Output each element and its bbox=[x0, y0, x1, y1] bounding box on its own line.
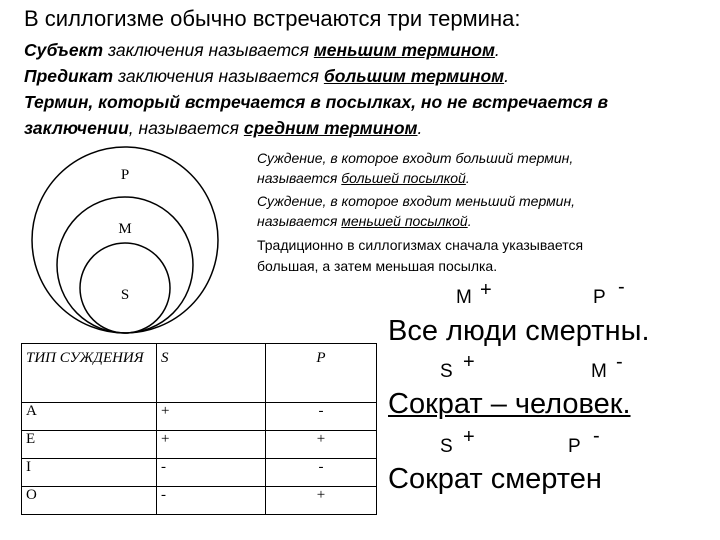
table-cell: E bbox=[22, 431, 157, 459]
table-row bbox=[22, 431, 377, 459]
definition-subject bbox=[24, 40, 500, 61]
term-subject: Субъект bbox=[24, 40, 104, 60]
term-major: большим термином bbox=[323, 66, 505, 86]
premise-text-line3: Суждение, в которое входит меньший термин, bbox=[257, 193, 576, 209]
table-cell: + bbox=[266, 487, 377, 515]
statement-major-premise: Все люди смертны. bbox=[388, 315, 650, 347]
conclusion-sign-s: + bbox=[463, 426, 475, 448]
definition-end: . bbox=[494, 40, 500, 60]
premise-text-line2 bbox=[257, 170, 470, 186]
euler-circles-diagram bbox=[30, 145, 220, 335]
conclusion-term-p: P bbox=[568, 436, 581, 457]
definition-middle-line1 bbox=[24, 92, 608, 113]
premise-text: называется bbox=[257, 213, 342, 229]
conclusion-sign-p: - bbox=[593, 425, 600, 447]
table-cell: + bbox=[266, 431, 377, 459]
term-middle: средним термином bbox=[243, 118, 418, 138]
premise1-sign-p: - bbox=[618, 276, 625, 298]
premise2-term-m: M bbox=[591, 361, 607, 382]
circle-label-m: M bbox=[118, 221, 132, 237]
conclusion-term-s: S bbox=[440, 436, 453, 457]
table-cell: + bbox=[157, 431, 266, 459]
order-note-line2: большая, а затем меньшая посылка. bbox=[257, 258, 498, 274]
term-minor-premise: меньшей посылкой bbox=[341, 213, 468, 229]
table-cell: - bbox=[157, 459, 266, 487]
premise-end: . bbox=[467, 213, 472, 229]
page-title: В силлогизме обычно встречаются три термина: bbox=[24, 6, 521, 31]
premise1-term-m: M bbox=[456, 287, 472, 308]
premise2-sign-m: - bbox=[616, 351, 623, 373]
order-note-line1: Традиционно в силлогизмах сначала указывается bbox=[257, 237, 584, 253]
circle-label-s: S bbox=[120, 287, 130, 303]
table-cell: - bbox=[157, 487, 266, 515]
circle-m bbox=[57, 197, 193, 333]
definition-predicate bbox=[24, 66, 509, 87]
premise2-sign-s: + bbox=[463, 351, 475, 373]
table-row bbox=[22, 459, 377, 487]
term-major-premise: большей посылкой bbox=[341, 170, 466, 186]
premise-text-line4 bbox=[257, 213, 472, 229]
table-header-row bbox=[22, 344, 377, 403]
premise-end: . bbox=[465, 170, 470, 186]
table-cell: A bbox=[22, 403, 157, 431]
definition-text: , называется bbox=[128, 118, 244, 138]
statement-minor-premise: Сократ – человек. bbox=[388, 388, 631, 420]
header-cell-type: ТИП СУЖДЕНИЯ bbox=[22, 344, 157, 403]
table-cell: - bbox=[266, 459, 377, 487]
statement-conclusion: Сократ смертен bbox=[388, 463, 602, 495]
term-conclusion: заключении bbox=[24, 118, 129, 138]
definition-middle-line2 bbox=[24, 118, 422, 139]
definition-end: . bbox=[417, 118, 423, 138]
premise-text-line1: Суждение, в которое входит больший термин, bbox=[257, 150, 574, 166]
term-predicate: Предикат bbox=[24, 66, 114, 86]
table-row bbox=[22, 403, 377, 431]
definition-middle-text: Термин, который встречается в посылках, но не встречается в bbox=[24, 92, 609, 112]
premise1-sign-m: + bbox=[480, 279, 492, 301]
table-cell: I bbox=[22, 459, 157, 487]
judgment-type-table bbox=[21, 343, 377, 515]
header-cell-p: P bbox=[266, 344, 377, 403]
table-cell: O bbox=[22, 487, 157, 515]
header-cell-s: S bbox=[157, 344, 266, 403]
premise1-term-p: P bbox=[593, 287, 606, 308]
definition-text: заключения называется bbox=[113, 66, 324, 86]
definition-end: . bbox=[504, 66, 509, 86]
premise-text: называется bbox=[257, 170, 342, 186]
circle-label-p: P bbox=[120, 167, 130, 183]
table-cell: - bbox=[266, 403, 377, 431]
definition-text: заключения называется bbox=[103, 40, 314, 60]
table-row bbox=[22, 487, 377, 515]
table-cell: + bbox=[157, 403, 266, 431]
premise2-term-s: S bbox=[440, 361, 453, 382]
term-minor: меньшим термином bbox=[313, 40, 495, 60]
